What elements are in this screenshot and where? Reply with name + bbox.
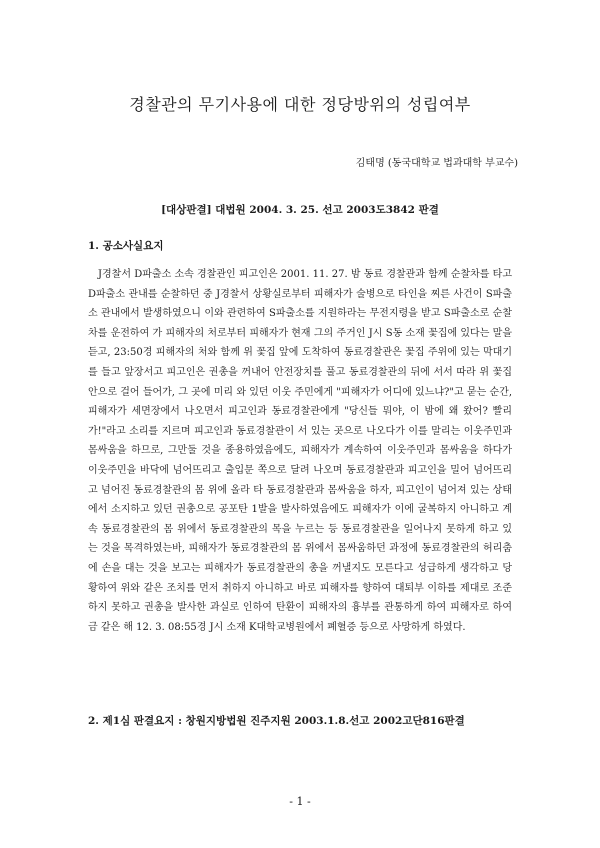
case-subject: [대상판결] 대법원 2004. 3. 25. 선고 2003도3842 판결	[161, 204, 439, 216]
section-heading-facts: 1. 공소사실요지	[88, 240, 164, 252]
document-title: 경찰관의 무기사용에 대한 정당방위의 성립여부	[129, 95, 471, 114]
page-number: - 1 -	[289, 795, 311, 808]
section-heading-first-instance: 2. 제1심 판결요지 : 창원지방법원 진주지원 2003.1.8.선고 2002고단816판결	[88, 715, 465, 727]
author-line: 김태명 (동국대학교 법과대학 부교수)	[355, 158, 518, 169]
section-body-facts: J경찰서 D파출소 소속 경찰관인 피고인은 2001. 11. 27. 밤 동료 경찰관과 함께 순찰차를 타고 D파출소 관내를 순찰하던 중 J경찰서 상황실로부터 피해자가 술병으로 타인을 찌른 사건이 S파출소 관내에서 발생하였으니 이와 관련하여 S파출소를 지원하라는 무전지령을 받고 S파출소로 순찰차를 운전하여 가 피해자의 처로부터 피해자가 현재 그의 주거인 J시 S동 소재 꽃집에 있다는 말을 듣고, 23:50경 피해자의 처와 함께 위 꽃집 앞에 도착하여 동료경찰관은 꽃집 주위에 있는 막대기를 들고 앞장서고 피고인은 권총을 꺼내어 안전장치를 풀고 동료경찰관의 뒤에 서서 따라 위 꽃집 안으로 걸어 들어가, 그 곳에 미리 와 있던 이웃 주민에게 "피해자가 어디에 있느냐?"고 묻는 순간, 피해자가 세면장에서 나오면서 피고인과 동료경찰관에게 "당신들 뭐야, 이 밤에 왜 왔어? 빨리 가!"라고 소리를 지르며 피고인과 동료경찰관이 서 있는 곳으로 나오다가 이를 말리는 이웃주민과 몸싸움을 하므로, 그만둘 것을 종용하였음에도, 피해자가 계속하여 이웃주민과 몸싸움을 하다가 이웃주민을 바닥에 넘어뜨리고 출입문 쪽으로 달려 나오며 동료경찰관과 피고인을 밀어 넘어뜨리고 넘어진 동료경찰관의 몸 위에 올라 타 동료경찰관과 몸싸움을 하자, 피고인이 넘어져 있는 상태에서 소지하고 있던 권총으로 공포탄 1발을 발사하였음에도 피해자가 이에 굴복하지 아니하고 계속 동료경찰관의 몸 위에서 동료경찰관의 목을 누르는 등 동료경찰관을 일어나지 못하게 하고 있는 것을 목격하였는바, 피해자가 동료경찰관의 몸 위에서 몸싸움하던 과정에 동료경찰관의 허리춤에 손을 대는 것을 보고는 피해자가 동료경찰관의 총을 꺼낼지도 모른다고 성급하게 생각하고 당황하여 위와 같은 조치를 먼저 취하지 아니하고 바로 피해자를 향하여 대퇴부 이하를 제대로 조준하지 못하고 권총을 발사한 과실로 인하여 탄환이 피해자의 흉부를 관통하게 하여 피해자로 하여금 같은 해 12. 3. 08:55경 J시 소재 K대학교병원에서 폐혈증 등으로 사망하게 하였다.	[88, 269, 512, 633]
